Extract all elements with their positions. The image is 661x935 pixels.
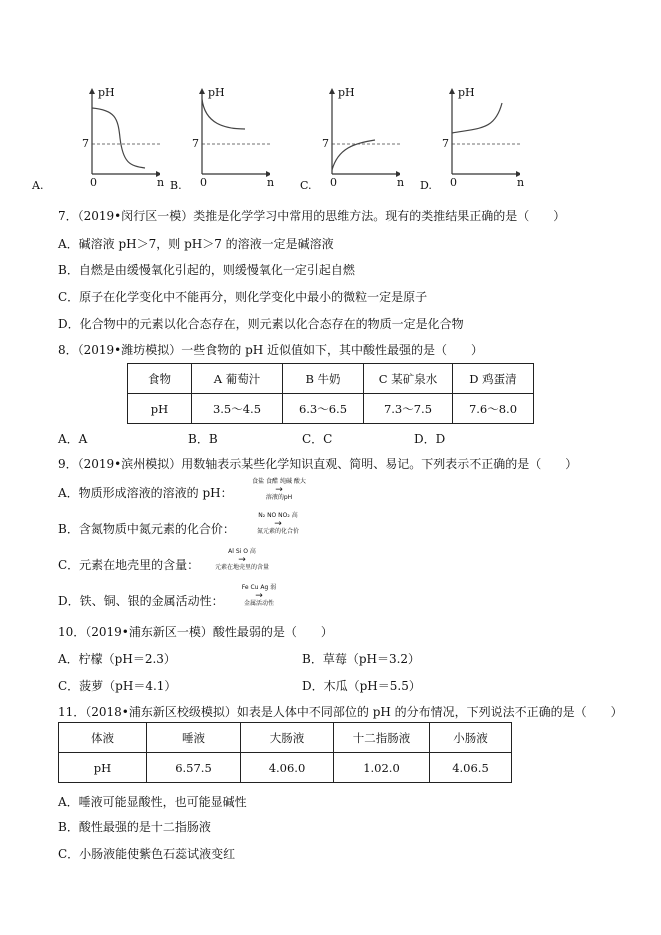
graph-option-label: C. [300,179,312,192]
ref-label-7: 7 [442,137,449,150]
q7-option-c: C．原子在化学变化中不能再分，则化学变化中最小的微粒一定是原子 [58,290,428,304]
table-cell: C 某矿泉水 [364,364,453,394]
origin-label: 0 [450,176,457,189]
number-line-b [248,512,308,536]
table-cell: pH [128,394,192,424]
q9-option-a: A．物质形成溶液的溶液的 pH： [58,486,233,500]
arrow-icon: → [274,519,282,529]
table-row [128,394,534,424]
ref-label-7: 7 [82,137,89,150]
q8-table [127,363,534,424]
q7-option-d: D．化合物中的元素以化合态存在，则元素以化合态存在的物质一定是化合物 [58,317,464,331]
ref-label-7: 7 [192,137,199,150]
origin-label: 0 [200,176,207,189]
arrow-icon: → [275,485,283,495]
q11-option-c: C．小肠液能使紫色石蕊试液变红 [58,847,236,861]
table-cell: 6.57.5 [147,753,241,783]
axis-label-ph: pH [208,86,225,99]
table-cell: D 鸡蛋清 [453,364,534,394]
graph-plot [420,86,520,191]
table-cell: 十二指肠液 [334,723,430,753]
table-cell: 4.06.5 [430,753,512,783]
number-line-bottom: 氮元素的化合价 [256,528,299,535]
graph-plot [300,86,400,191]
axis-label-n: n [517,176,525,189]
table-cell: 1.02.0 [334,753,430,783]
axis-label-n: n [267,176,275,189]
graph-option-label: B. [170,179,182,192]
number-line-bottom: 元素在地壳里的含量 [214,564,269,571]
q10-option-c: C．菠萝（pH＝4.1） [58,679,177,693]
q8-stem: 8．（2019•潍坊模拟）一些食物的 pH 近似值如下，其中酸性最强的是（ ） [58,343,484,357]
table-cell: pH [59,753,147,783]
table-cell: 唾液 [147,723,241,753]
q10-stem: 10．（2019•浦东新区一模）酸性最弱的是（ ） [58,625,333,639]
origin-label: 0 [330,176,337,189]
number-line-a [244,478,314,502]
arrow-icon: → [238,555,246,565]
number-line-bottom: 金属活动性 [243,600,274,607]
table-cell: A 葡萄汁 [192,364,283,394]
q8-option-b: B．B [188,432,218,446]
q11-option-b: B．酸性最强的是十二指肠液 [58,820,211,834]
number-line-top: Fe Cu Ag 弱 [241,584,277,591]
graph-plot [60,86,160,191]
axis-label-n: n [157,176,165,189]
arrow-icon: → [255,591,263,601]
q7-option-b: B．自燃是由缓慢氧化引起的，则缓慢氧化一定引起自燃 [58,263,355,277]
q10-option-a: A．柠檬（pH＝2.3） [58,652,176,666]
number-line-top: 食盐 食醋 纯碱 酸大 [252,478,306,485]
q8-option-d: D．D [414,432,446,446]
q11-stem: 11．（2018•浦东新区校级模拟）如表是人体中不同部位的 pH 的分布情况，下列说法不正确的是（ ） [58,705,623,719]
graph-plot [170,86,270,191]
table-cell: 体液 [59,723,147,753]
q11-table [58,722,512,783]
table-row [128,364,534,394]
q8-option-c: C．C [302,432,333,446]
graph-option-label: D. [420,179,432,192]
q9-option-c: C．元素在地壳里的含量： [58,558,200,572]
table-cell: 6.3～6.5 [283,394,364,424]
axis-label-ph: pH [338,86,355,99]
table-row [59,723,512,753]
q10-option-d: D．木瓜（pH＝5.5） [302,679,421,693]
axis-label-ph: pH [458,86,475,99]
graph-option-label: A. [32,179,44,192]
table-cell: 小肠液 [430,723,512,753]
q10-option-b: B．草莓（pH＝3.2） [302,652,421,666]
table-cell: 3.5～4.5 [192,394,283,424]
number-line-d [234,584,284,608]
q7-option-a: A．碱溶液 pH＞7，则 pH＞7 的溶液一定是碱溶液 [58,237,334,251]
number-line-bottom: 溶液的pH [265,494,293,501]
table-row [59,753,512,783]
table-cell: 4.06.0 [241,753,334,783]
table-cell: 食物 [128,364,192,394]
table-cell: 大肠液 [241,723,334,753]
q9-stem: 9．（2019•滨州模拟）用数轴表示某些化学知识直观、简明、易记。下列表示不正确的是（ ） [58,457,578,471]
table-cell: 7.3～7.5 [364,394,453,424]
axis-label-ph: pH [98,86,115,99]
number-line-c [210,548,274,572]
q8-option-a: A．A [58,432,88,446]
number-line-top: N₂ NO NO₂ 高 [258,512,298,519]
origin-label: 0 [90,176,97,189]
number-line-top: Al Si O 高 [228,548,256,555]
q9-option-d: D．铁、铜、银的金属活动性： [58,594,224,608]
axis-label-n: n [397,176,405,189]
table-cell: B 牛奶 [283,364,364,394]
table-cell: 7.6～8.0 [453,394,534,424]
q9-option-b: B．含氮物质中氮元素的化合价： [58,522,235,536]
ref-label-7: 7 [322,137,329,150]
q7-stem: 7．（2019•闵行区一模）类推是化学学习中常用的思维方法。现有的类推结果正确的是（ ） [58,209,566,223]
q11-option-a: A．唾液可能显酸性，也可能显碱性 [58,795,247,809]
